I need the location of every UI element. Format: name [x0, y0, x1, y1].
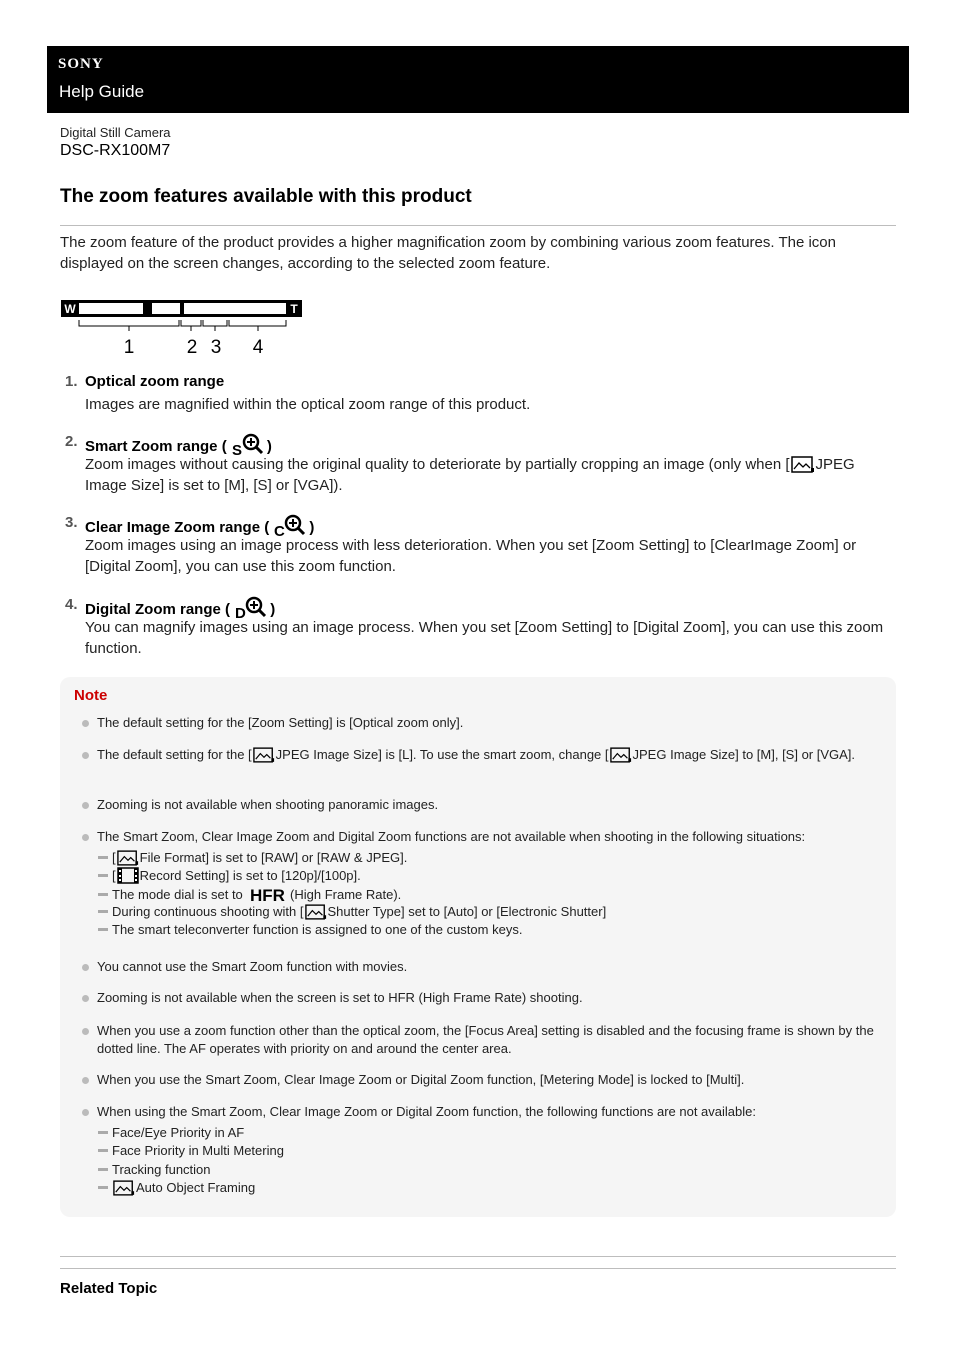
wide-end-label: W [64, 302, 76, 316]
section-divider [60, 1256, 896, 1257]
page-title: The zoom features available with this product [60, 186, 472, 207]
item-number: 4. [65, 596, 78, 613]
product-category: Digital Still Camera [60, 125, 171, 140]
photo-icon [113, 1180, 135, 1196]
note-sub-item: The mode dial is set to HFR (High Frame Rate). [98, 885, 401, 904]
help-guide-label[interactable]: Help Guide [59, 82, 145, 101]
item-number: 3. [65, 514, 78, 531]
movie-icon [117, 867, 139, 884]
note-bullet: You cannot use the Smart Zoom function with movies. [82, 958, 882, 976]
note-bullet: When using the Smart Zoom, Clear Image Zoom or Digital Zoom function, the following functions are not available: [82, 1103, 882, 1121]
note-sub-item: Auto Object Framing [98, 1179, 255, 1197]
note-sub-item: [ File Format] is set to [RAW] or [RAW & JPEG]. [98, 849, 407, 867]
note-bullet: The Smart Zoom, Clear Image Zoom and Digital Zoom functions are not available when shooting in the following situations: [82, 828, 882, 846]
smart-zoom-icon-letter: S [231, 442, 242, 457]
photo-icon [791, 456, 815, 473]
item-heading: Clear Image Zoom range ( C ) [85, 514, 314, 538]
related-topic-heading: Related Topic [60, 1280, 158, 1297]
note-title: Note [74, 687, 108, 704]
hfr-icon-label: HFR [250, 886, 286, 903]
note-box [60, 677, 896, 1217]
title-divider [60, 225, 896, 226]
item-number: 1. [65, 373, 78, 390]
item-heading: Smart Zoom range ( S ) [85, 433, 272, 457]
photo-icon [117, 850, 139, 866]
note-sub-item: [ Record Setting] is set to [120p]/[100p]. [98, 867, 361, 885]
sony-logo[interactable]: SONY [58, 56, 104, 72]
item-description: Images are magnified within the optical zoom range of this product. [85, 396, 531, 413]
note-bullet: The default setting for the [ JPEG Image Size] is [L]. To use the smart zoom, change [ JPEG Image Size] to [M], [S] or [VGA]. [82, 746, 882, 764]
item-description: You can magnify images using an image process. When you set [Zoom Setting] to [Digital Zoom], you can use this zoom function. [85, 619, 884, 657]
photo-icon [253, 747, 275, 763]
item-description: Zoom images using an image process with less deterioration. When you set [Zoom Setting] to [ClearImage Zoom] or [Digital Zoom], you can use this zoom function. [85, 537, 857, 575]
photo-icon [610, 747, 632, 763]
note-sub-item: During continuous shooting with [ Shutter Type] set to [Auto] or [Electronic Shutter] [98, 903, 606, 921]
item-heading: Optical zoom range [85, 373, 225, 390]
tele-end-label: T [290, 302, 298, 316]
note-bullet: The default setting for the [Zoom Setting] is [Optical zoom only]. [82, 714, 882, 732]
range-label-4: 4 [252, 337, 264, 358]
item-number: 2. [65, 433, 78, 450]
digital-zoom-icon-letter: D [235, 605, 247, 620]
note-bullet: When you use the Smart Zoom, Clear Image Zoom or Digital Zoom function, [Metering Mode] is locked to [Multi]. [82, 1071, 882, 1089]
zoom-bar-diagram [60, 298, 306, 360]
note-sub-item: Tracking function [98, 1161, 211, 1179]
clear-image-zoom-icon-letter: C [274, 523, 286, 538]
range-label-1: 1 [123, 337, 135, 358]
note-bullet: Zooming is not available when shooting panoramic images. [82, 796, 882, 814]
hfr-icon [247, 885, 285, 903]
intro-paragraph: The zoom feature of the product provides a higher magnification zoom by combining various zoom features. The icon displayed on the screen changes, according to the selected zoom feature. [60, 234, 836, 272]
header-bar [47, 46, 909, 113]
note-sub-item: The smart teleconverter function is assigned to one of the custom keys. [98, 921, 522, 939]
note-bullet: Zooming is not available when the screen is set to HFR (High Frame Rate) shooting. [82, 989, 882, 1007]
note-sub-item: Face Priority in Multi Metering [98, 1142, 284, 1160]
item-heading: Digital Zoom range ( D ) [85, 596, 275, 620]
item-description: Zoom images without causing the original quality to deteriorate by partially cropping an image (only when [ JPEG Image Size] is set to [M], [S] or [VGA]). [85, 456, 855, 494]
note-bullet: When you use a zoom function other than the optical zoom, the [Focus Area] setting is disabled and the focusing frame is shown by the dotted line. The AF operates with priority on and around the center area. [82, 1022, 882, 1058]
note-sub-item: Face/Eye Priority in AF [98, 1124, 244, 1142]
section-divider [60, 1268, 896, 1269]
product-model: DSC-RX100M7 [60, 142, 171, 159]
range-label-2: 2 [186, 337, 198, 358]
range-label-3: 3 [210, 337, 222, 358]
photo-icon [305, 904, 327, 920]
